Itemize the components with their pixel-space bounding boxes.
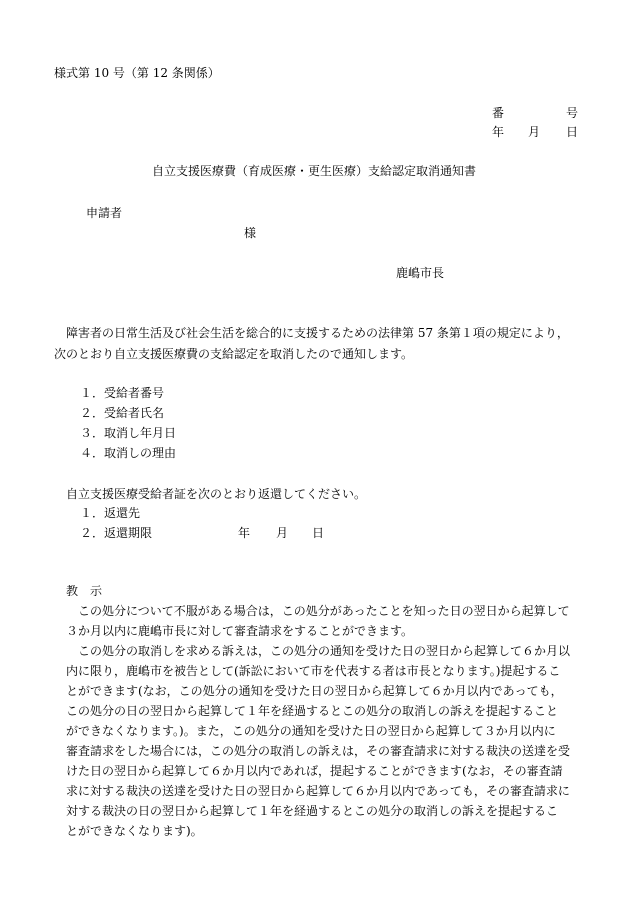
notice-line: ができなくなります。)。また，この処分の通知を受けた日の翌日から起算して３か月以内に — [66, 724, 556, 738]
honorific: 様 — [244, 226, 257, 240]
return-destination: １．返還先 — [80, 506, 141, 520]
body-line-1: 障害者の日常生活及び社会生活を総合的に支援するための法律第 57 条第１項の規定により， — [66, 326, 569, 340]
item-cancellation-reason: ４．取消しの理由 — [80, 446, 177, 460]
form-number: 様式第 10 号（第 12 条関係） — [54, 66, 220, 80]
notice-heading: 教 示 — [66, 584, 103, 598]
item-recipient-name: ２．受給者氏名 — [80, 406, 165, 420]
notice-line: 内に限り，鹿嶋市を被告として(訴訟において市を代表する者は市長となります。)提起するこ — [66, 664, 561, 678]
return-deadline-day: 日 — [312, 526, 325, 540]
notice-line: 審査請求をした場合には，この処分の取消しの訴えは，その審査請求に対する裁決の送達を受 — [66, 744, 571, 758]
notice-line: とができなくなります)。 — [66, 824, 203, 838]
return-deadline-year: 年 — [238, 526, 251, 540]
notice-line: この処分の日の翌日から起算して１年を経過するとこの処分の取消しの訴えを提起すること — [66, 704, 559, 718]
notice-line: 対する裁決の日の翌日から起算して１年を経過するとこの処分の取消しの訴えを提起するこ — [66, 804, 559, 818]
return-intro: 自立支援医療受給者証を次のとおり返還してください。 — [66, 487, 367, 501]
document-number-suffix: 号 — [566, 106, 579, 120]
document-number-label: 番 — [492, 106, 505, 120]
date-year-label: 年 — [492, 125, 505, 139]
notice-line: この処分の取消しを求める訴えは，この処分の通知を受けた日の翌日から起算して６か月以 — [66, 644, 571, 658]
notice-line: ３か月以内に鹿嶋市長に対して審査請求をすることができます。 — [66, 624, 414, 638]
notice-line: とができます(なお，この処分の通知を受けた日の翌日から起算して６か月以内であっても， — [66, 684, 563, 698]
document-title: 自立支援医療費（育成医療・更生医療）支給認定取消通知書 — [152, 164, 477, 178]
date-month-label: 月 — [528, 125, 541, 139]
body-line-2: 次のとおり自立支援医療費の支給認定を取消したので通知します。 — [54, 347, 414, 361]
date-day-label: 日 — [566, 125, 579, 139]
notice-line: けた日の翌日から起算して６か月以内であれば，提起することができます(なお，その審査請 — [66, 764, 563, 778]
notice-line: 求に対する裁決の送達を受けた日の翌日から起算して６か月以内であっても，その審査請求に — [66, 784, 570, 798]
return-deadline-month: 月 — [276, 526, 289, 540]
item-cancellation-date: ３．取消し年月日 — [80, 426, 177, 440]
issuer: 鹿嶋市長 — [396, 266, 445, 280]
notice-line: この処分について不服がある場合は，この処分があったことを知った日の翌日から起算して — [66, 604, 570, 618]
return-deadline: ２．返還期限 — [80, 526, 153, 540]
applicant-label: 申請者 — [86, 206, 123, 220]
item-recipient-number: １．受給者番号 — [80, 386, 165, 400]
